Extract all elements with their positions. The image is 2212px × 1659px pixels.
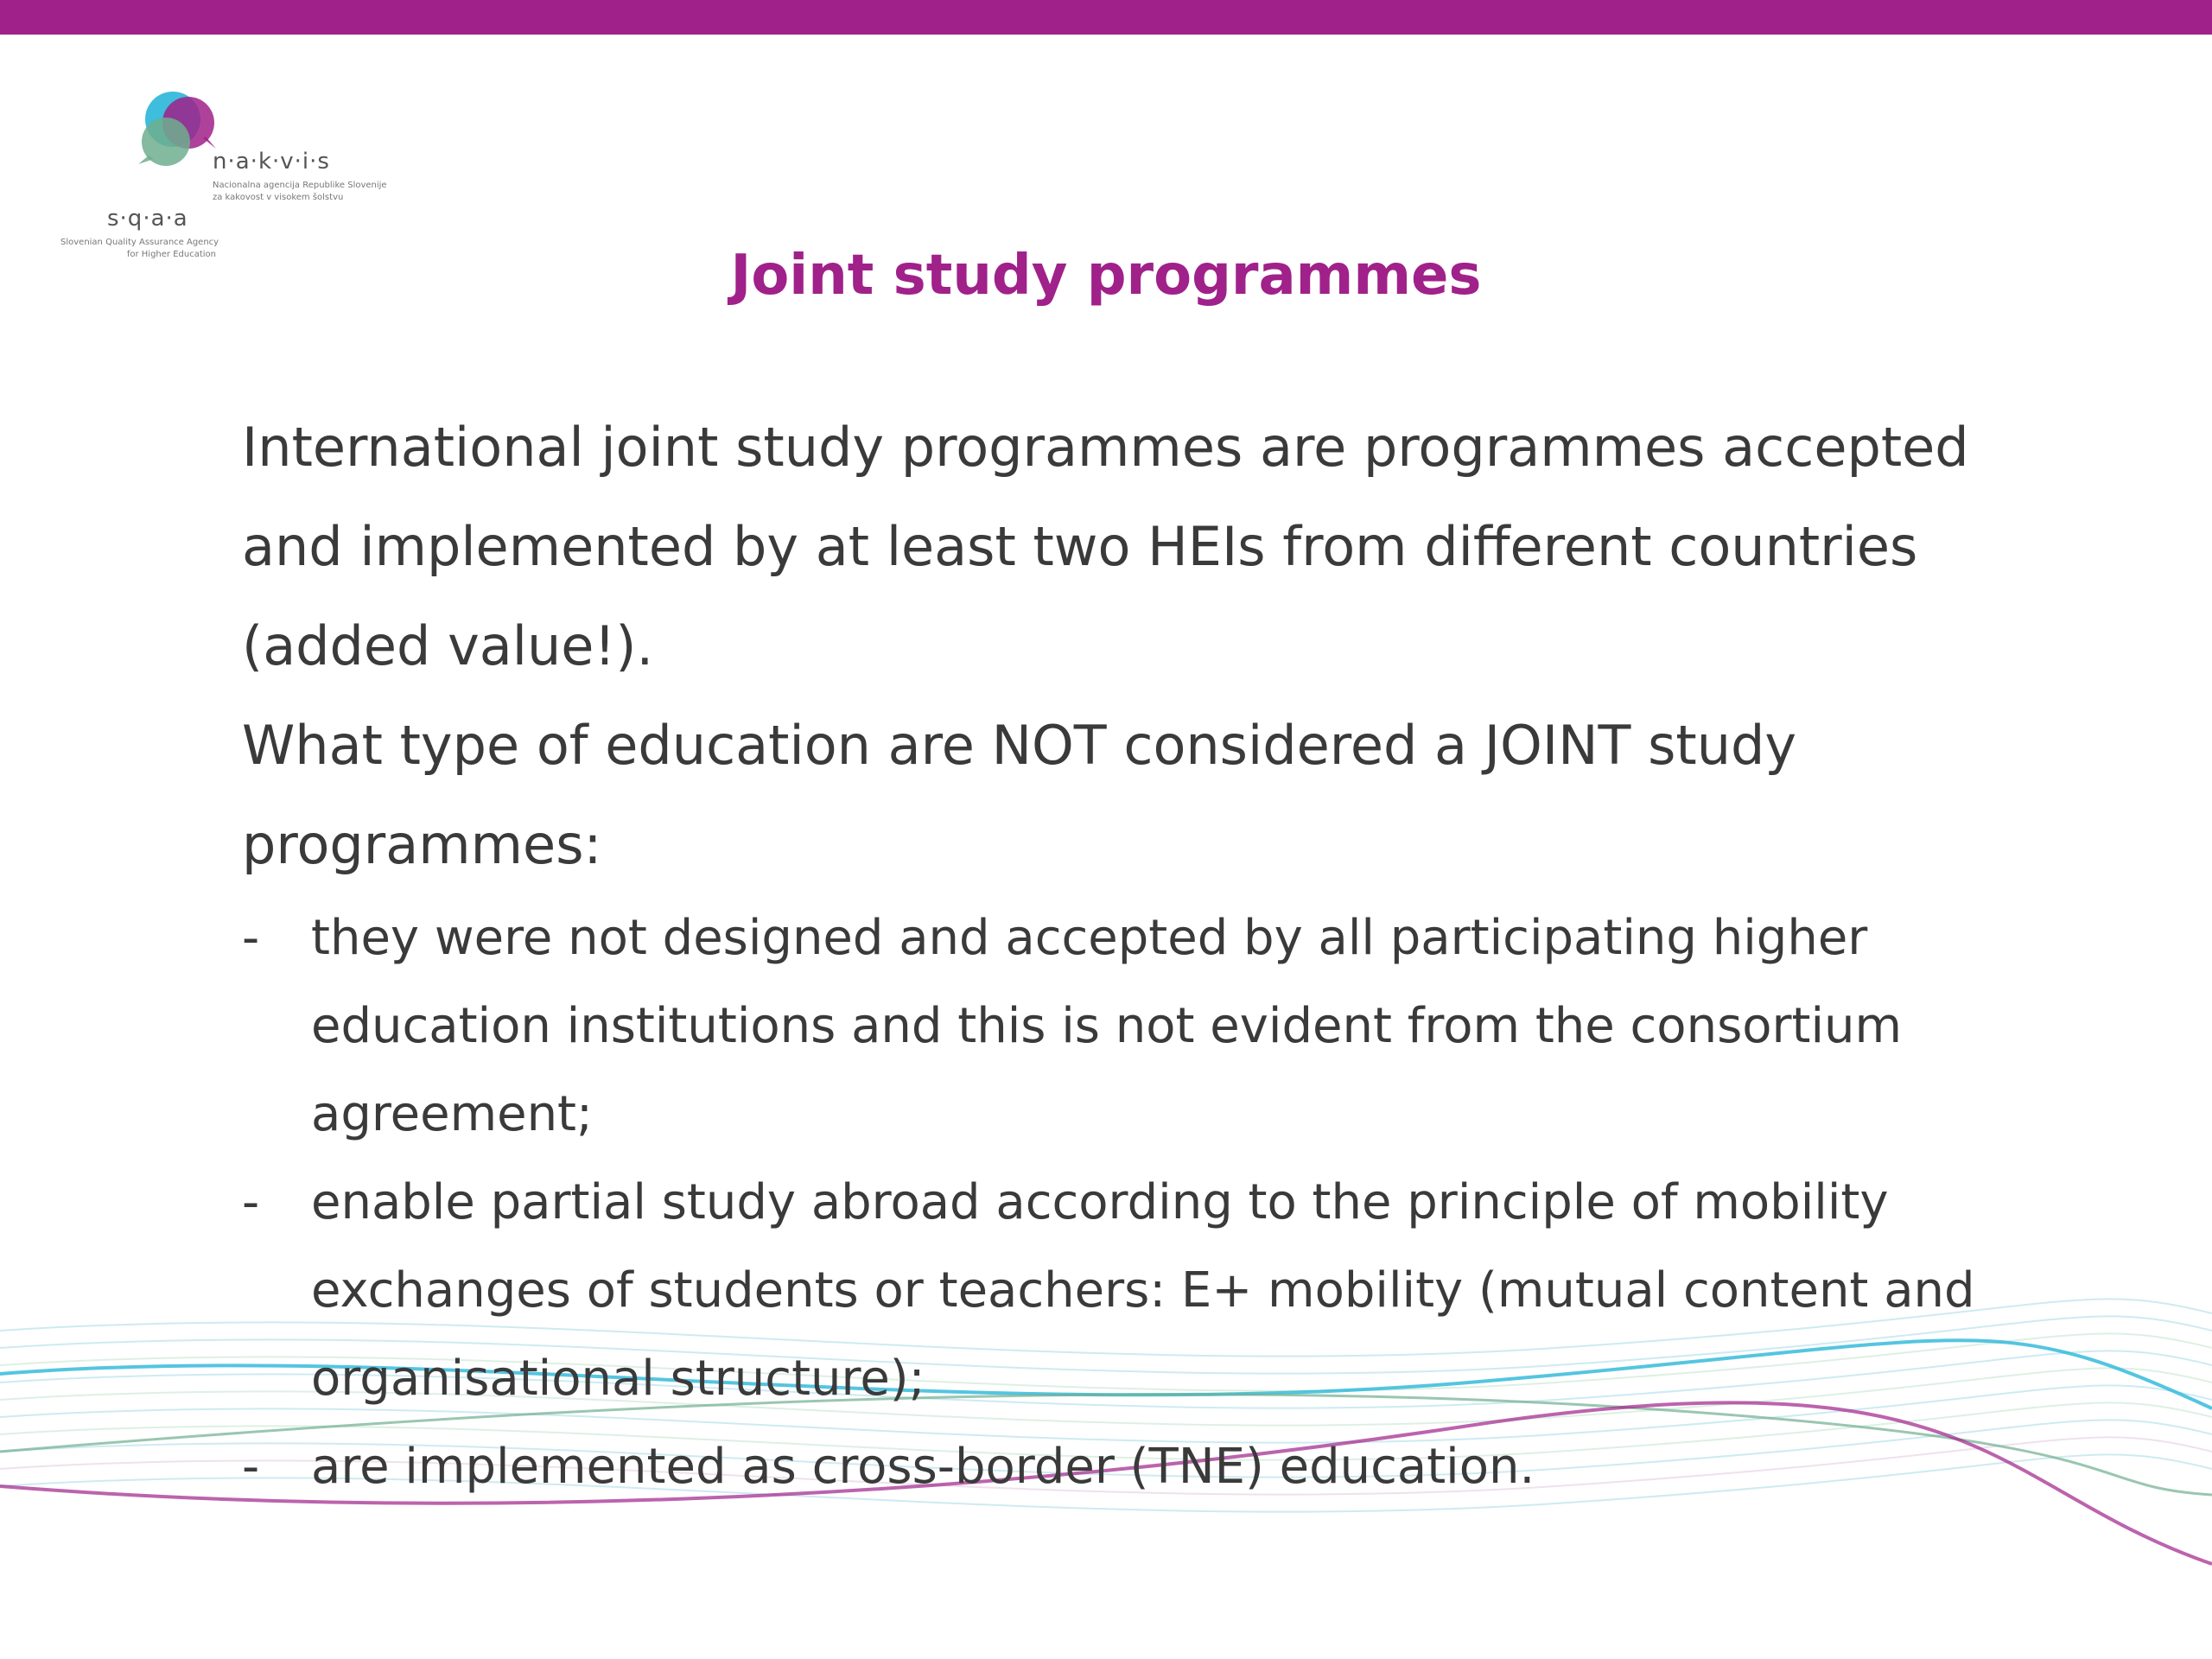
- intro-paragraph: International joint study programmes are programmes accepted and implemented by at least two HEIs from different countries (added value!).: [242, 416, 1969, 677]
- top-accent-bar: [0, 0, 2212, 35]
- logo-nakvis-subtitle: [213, 180, 387, 204]
- bullet-dash: -: [242, 910, 260, 966]
- logo-nakvis-subtitle-line1: Nacionalna agencija Republike Slovenije: [213, 181, 387, 190]
- bullet-dash: -: [242, 1174, 260, 1230]
- list-item: [242, 1423, 2013, 1511]
- logo-sqaa-subtitle-line2: for Higher Education: [126, 250, 216, 259]
- bullet-list: [242, 894, 2013, 1511]
- bullet-text: they were not designed and accepted by all participating higher education institutions and this is not evident from the consortium agreement;: [311, 910, 1903, 1142]
- bullet-dash: -: [242, 1439, 260, 1495]
- bullet-text: enable partial study abroad according to the principle of mobility exchanges of students or teachers: E+ mobility (mutual content and organisational structure);: [311, 1174, 1975, 1407]
- logo-sqaa-subtitle-line1: Slovenian Quality Assurance Agency: [60, 238, 219, 247]
- question-paragraph: What type of education are NOT considered a JOINT study programmes:: [242, 714, 1797, 876]
- logo-nakvis-subtitle-line2: za kakovost v visokem šolstvu: [213, 193, 344, 202]
- bullet-text: are implemented as cross-border (TNE) education.: [311, 1439, 1535, 1495]
- logo-nakvis-text: n·a·k·v·i·s: [213, 149, 330, 175]
- list-item: [242, 1159, 2013, 1423]
- slide-title: Joint study programmes: [730, 244, 1482, 308]
- list-item: [242, 894, 2013, 1159]
- slide-body: [242, 397, 2013, 1511]
- logo-sqaa-text: s·q·a·a: [107, 206, 188, 232]
